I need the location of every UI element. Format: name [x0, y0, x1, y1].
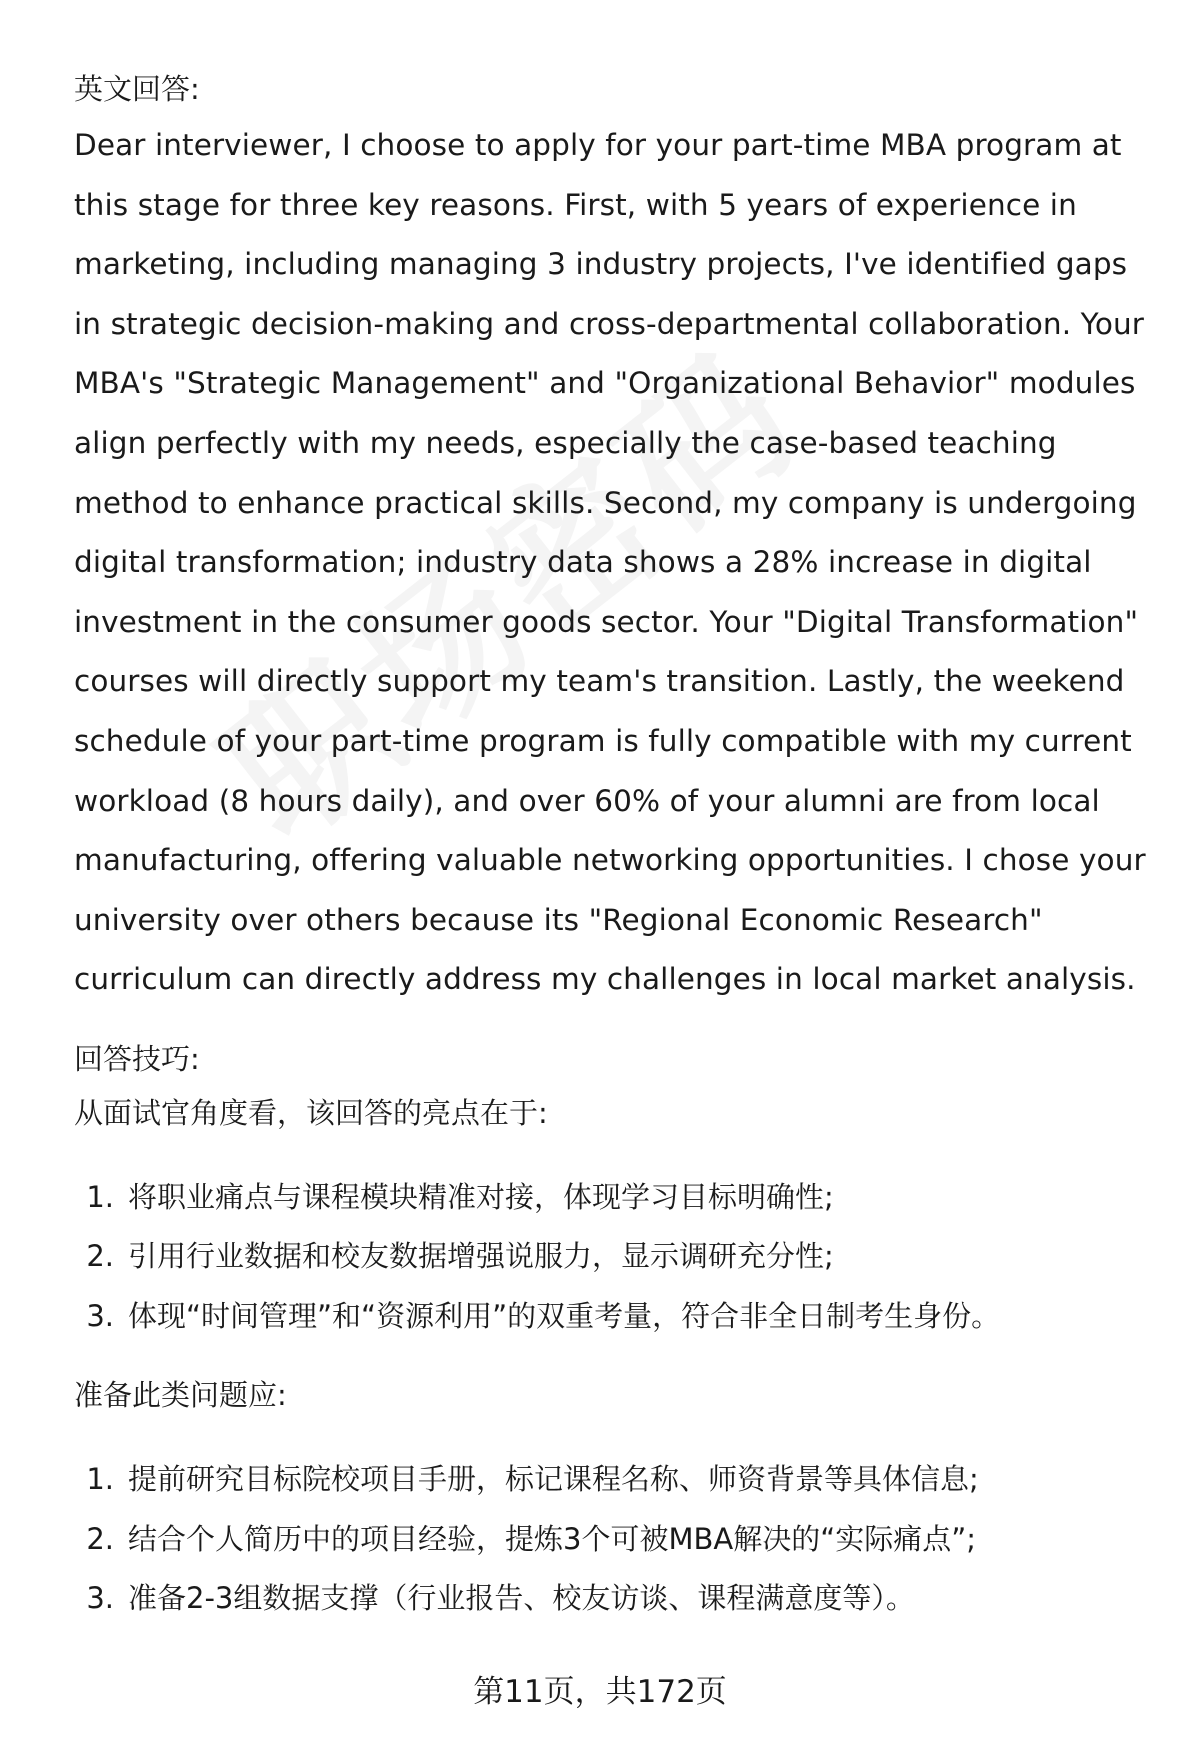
- list-item-number: 2.: [86, 1239, 114, 1274]
- list-item: [74, 1510, 1149, 1570]
- list-item: [74, 1287, 1149, 1347]
- prep-list: [74, 1450, 1149, 1629]
- section-spacer: [74, 1010, 1149, 1032]
- list-item-text: 引用行业数据和校友数据增强说服力，显示调研充分性;: [128, 1239, 834, 1274]
- list-item-text: 结合个人简历中的项目经验，提炼3个可被MBA解决的“实际痛点”;: [128, 1521, 977, 1556]
- list-item: [74, 1227, 1149, 1287]
- english-answer-label: 英文回答:: [74, 72, 200, 106]
- list-item-number: 1.: [86, 1462, 114, 1497]
- page-content: [74, 62, 1149, 1629]
- list-item: [74, 1450, 1149, 1510]
- list-item-number: 2.: [86, 1521, 114, 1556]
- list-item-text: 体现“时间管理”和“资源利用”的双重考量，符合非全日制考生身份。: [128, 1298, 1001, 1333]
- list-item-number: 3.: [86, 1298, 114, 1333]
- prep-label: 准备此类问题应:: [74, 1378, 287, 1413]
- section-spacer: [74, 1140, 1149, 1168]
- list-item: [74, 1168, 1149, 1228]
- list-item-number: 1.: [86, 1179, 114, 1214]
- list-item-text: 将职业痛点与课程模块精准对接，体现学习目标明确性;: [128, 1179, 834, 1214]
- section-spacer: [74, 1422, 1149, 1450]
- list-item-number: 3.: [86, 1581, 114, 1616]
- list-item-text: 准备2-3组数据支撑（行业报告、校友访谈、课程满意度等）。: [128, 1581, 915, 1616]
- section-spacer: [74, 1346, 1149, 1368]
- english-answer-paragraph: Dear interviewer, I choose to apply for your part-time MBA program at this stage for three key reasons. First, with 5 years of experience in marketing, including managing 3 industry projects, I've identified gaps in strategic decision-making and cross-departmental collaboration. Your MBA's "Strategic Management" and "Organizational Behavior" modules align perfectly with my needs, especially the case-based teaching method to enhance practical skills. Second, my company is undergoing digital transformation; industry data shows a 28% increase in digital investment in the consumer goods sector. Your "Digital Transformation" courses will directly support my team's transition. Lastly, the weekend schedule of your part-time program is fully compatible with my current workload (8 hours daily), and over 60% of your alumni are from local manufacturing, offering valuable networking opportunities. I chose your university over others because its "Regional Economic Research" curriculum can directly address my challenges in local market analysis.: [74, 128, 1146, 997]
- tips-intro: 从面试官角度看，该回答的亮点在于:: [74, 1095, 548, 1130]
- list-item: [74, 1569, 1149, 1629]
- tips-label: 回答技巧:: [74, 1041, 200, 1076]
- list-item-text: 提前研究目标院校项目手册，标记课程名称、师资背景等具体信息;: [128, 1462, 979, 1497]
- page-indicator: 第11页，共172页: [473, 1674, 727, 1710]
- tips-list: [74, 1168, 1149, 1347]
